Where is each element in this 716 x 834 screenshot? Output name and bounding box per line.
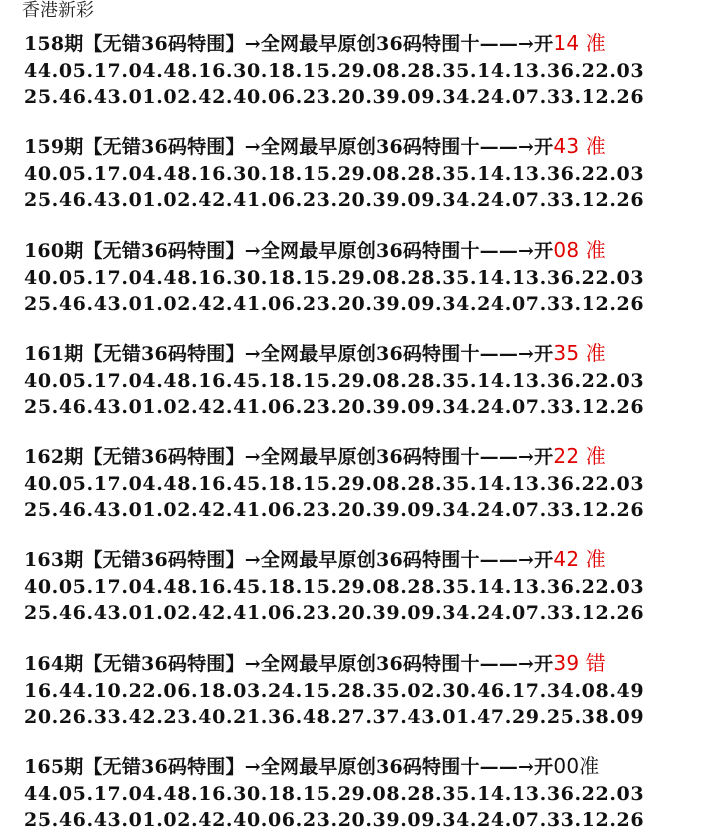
period-block: [24, 235, 714, 317]
number-row: 40.05.17.04.48.16.45.18.15.29.08.28.35.14.13.36.22.03: [24, 370, 645, 392]
period-block: [24, 751, 714, 833]
number-row: 25.46.43.01.02.42.41.06.23.20.39.09.34.24.07.33.12.26: [24, 293, 645, 315]
number-row: 40.05.17.04.48.16.30.18.15.29.08.28.35.14.13.36.22.03: [24, 267, 645, 289]
period-block: [24, 544, 714, 626]
period-block: [24, 28, 714, 110]
period-header: [24, 131, 714, 161]
period-block: [24, 441, 714, 523]
number-row: 25.46.43.01.02.42.40.06.23.20.39.09.34.24.07.33.12.26: [24, 86, 645, 108]
number-row: 25.46.43.01.02.42.41.06.23.20.39.09.34.24.07.33.12.26: [24, 396, 645, 418]
period-result: 22 准: [553, 444, 606, 468]
number-row: 25.46.43.01.02.42.41.06.23.20.39.09.34.24.07.33.12.26: [24, 499, 645, 521]
period-result: 39 错: [553, 651, 606, 675]
number-row: 40.05.17.04.48.16.30.18.15.29.08.28.35.14.13.36.22.03: [24, 163, 645, 185]
period-header: [24, 235, 714, 265]
period-header: [24, 544, 714, 574]
period-header: [24, 751, 714, 781]
period-result: 00准: [553, 754, 600, 778]
period-result: 35 准: [553, 341, 606, 365]
period-header: [24, 28, 714, 58]
number-row: 25.46.43.01.02.42.41.06.23.20.39.09.34.24.07.33.12.26: [24, 602, 645, 624]
number-row: 44.05.17.04.48.16.30.18.15.29.08.28.35.14.13.36.22.03: [24, 60, 645, 82]
period-header: [24, 441, 714, 471]
period-header: [24, 648, 714, 678]
period-header-text: 162期【无错36码特围】→全网最早原创36码特围十——→开: [24, 446, 554, 468]
period-block: [24, 131, 714, 213]
period-result: 08 准: [553, 238, 606, 262]
period-header-text: 160期【无错36码特围】→全网最早原创36码特围十——→开: [24, 240, 554, 262]
period-block: [24, 338, 714, 420]
site-title: 香港新彩: [22, 0, 94, 21]
period-header-text: 158期【无错36码特围】→全网最早原创36码特围十——→开: [24, 33, 554, 55]
number-row: 25.46.43.01.02.42.40.06.23.20.39.09.34.24.07.33.12.26: [24, 809, 645, 831]
period-header-text: 164期【无错36码特围】→全网最早原创36码特围十——→开: [24, 653, 554, 675]
number-row: 44.05.17.04.48.16.30.18.15.29.08.28.35.14.13.36.22.03: [24, 783, 645, 805]
number-row: 40.05.17.04.48.16.45.18.15.29.08.28.35.14.13.36.22.03: [24, 576, 645, 598]
number-row: 25.46.43.01.02.42.41.06.23.20.39.09.34.24.07.33.12.26: [24, 189, 645, 211]
number-row: 20.26.33.42.23.40.21.36.48.27.37.43.01.47.29.25.38.09: [24, 706, 645, 728]
period-result: 14 准: [553, 31, 606, 55]
period-header-text: 161期【无错36码特围】→全网最早原创36码特围十——→开: [24, 343, 554, 365]
period-result: 43 准: [553, 134, 606, 158]
period-header: [24, 338, 714, 368]
period-header-text: 159期【无错36码特围】→全网最早原创36码特围十——→开: [24, 136, 554, 158]
number-row: 16.44.10.22.06.18.03.24.15.28.35.02.30.46.17.34.08.49: [24, 680, 645, 702]
period-block: [24, 648, 714, 730]
period-header-text: 163期【无错36码特围】→全网最早原创36码特围十——→开: [24, 549, 554, 571]
period-header-text: 165期【无错36码特围】→全网最早原创36码特围十——→开: [24, 756, 554, 778]
period-result: 42 准: [553, 547, 606, 571]
number-row: 40.05.17.04.48.16.45.18.15.29.08.28.35.14.13.36.22.03: [24, 473, 645, 495]
